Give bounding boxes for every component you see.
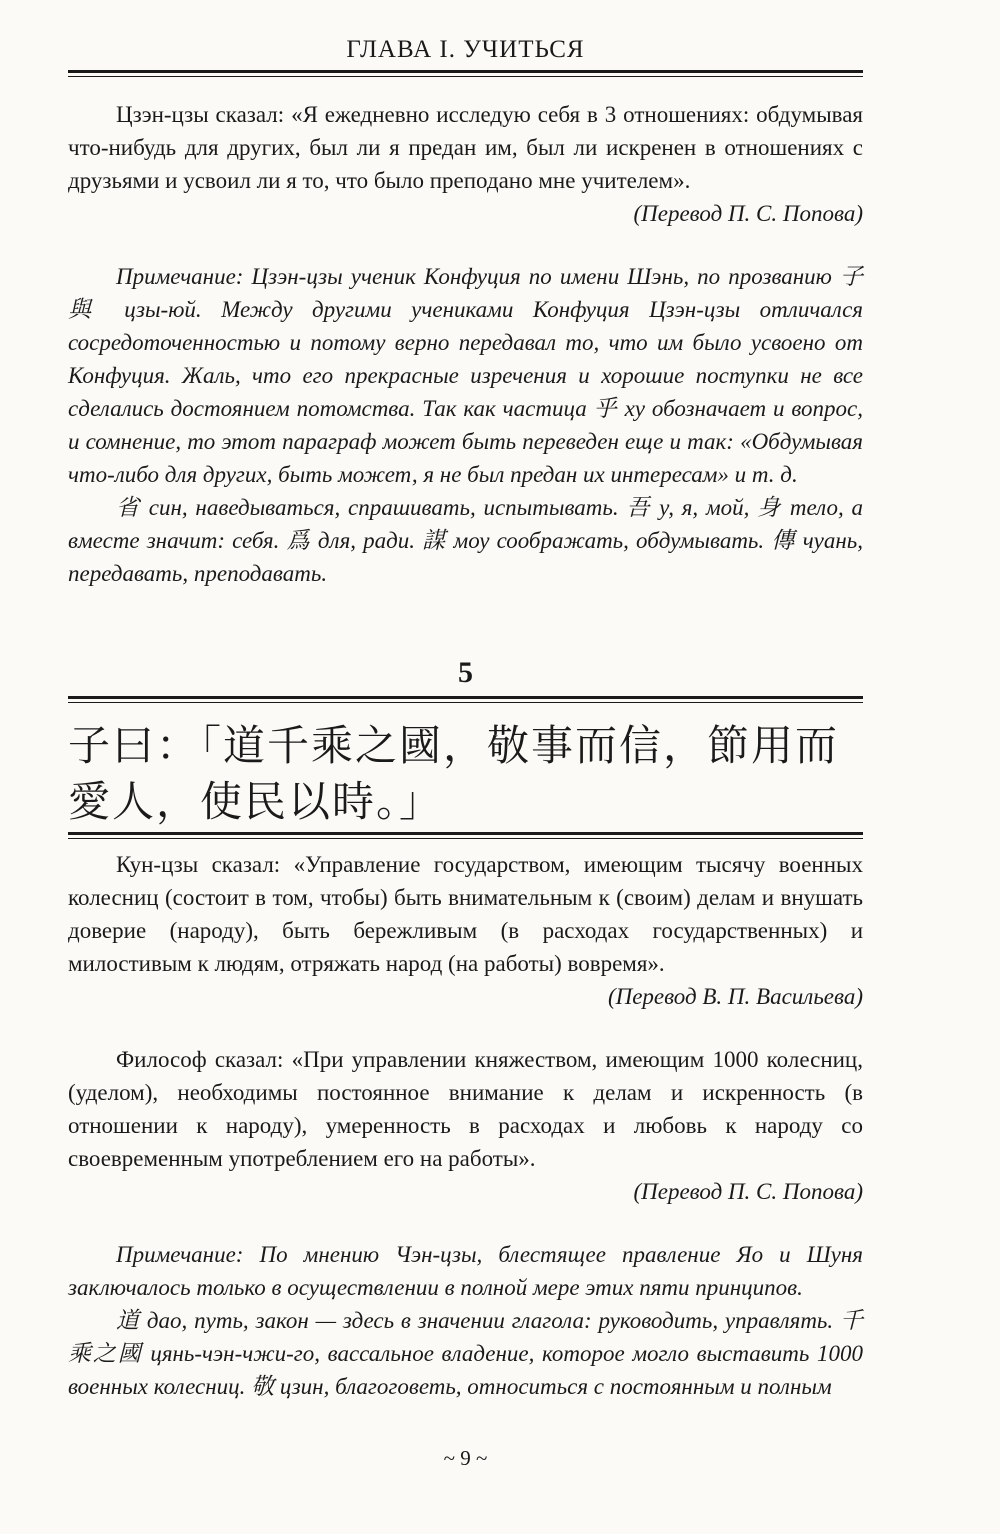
- quote-tszen-tszy: Цзэн-цзы сказал: «Я ежедневно исследую себя в 3 отношениях: обдумывая что-нибудь для других, был ли я предан им, был ли искренен в отношениях с друзьями и усвоил ли я то, что было преподано мне учителем».: [68, 102, 863, 193]
- translator-credit: (Перевод П. С. Попова): [633, 201, 863, 226]
- chinese-original: [68, 718, 863, 830]
- translator-credit: (Перевод П. С. Попова): [633, 1179, 863, 1204]
- section-4-text: [68, 98, 863, 590]
- chapter-header: ГЛАВА I. УЧИТЬСЯ: [346, 36, 585, 63]
- quote-kun-tszy: Кун-цзы сказал: «Управление государством, имеющим тысячу военных колесниц (состоит в том, чтобы) быть внимательным к (своим) делам и внушать доверие (народу), быть бережливым (в расходах государственных) и милостивым к людям, отряжать народ (на работы) вовремя».: [68, 852, 863, 976]
- translator-credit: (Перевод В. П. Васильева): [607, 984, 863, 1009]
- chinese-text: 子曰：「道千乘之國，敬事而信，節用而愛人，使民以時。」: [68, 721, 840, 826]
- section-rule-top: [68, 696, 863, 699]
- note-paragraph: Примечание: По мнению Чэн-цзы, блестящее правление Яо и Шуня заключалось только в осуществлении в полной мере этих пяти принципов.: [68, 1242, 863, 1300]
- section-5-text: [68, 848, 863, 1403]
- quote-philosopher: Философ сказал: «При управлении княжеством, имеющим 1000 колесниц, (уделом), необходимы постоянное внимание к делам и искренность (в отношении к народу), умеренность в расходах и любовь к народу со своевременным употреблением его на работы».: [68, 1047, 863, 1171]
- note-paragraph: Примечание: Цзэн-цзы ученик Конфуция по имени Шэнь, по прозванию 子與 цзы-юй. Между другими учениками Конфуция Цзэн-цзы отличался сосредоточенностью и потому верно передавал то, что им было усвоено от Конфуция. Жаль, что его прекрасные изречения и хорошие поступки не все сделались достоянием потомства. Так как частица 乎 ху обозначает и вопрос, и сомнение, то этот параграф может быть переведен еще и так: «Обдумывая что-либо для других, быть может, я не был предан их интересам» и т. д.: [68, 264, 863, 487]
- page-number: ~ 9 ~: [443, 1446, 488, 1470]
- glossary-paragraph: 省 син, наведываться, спрашивать, испытывать. 吾 у, я, мой, 身 тело, а вместе значит: себя. 爲 для, ради. 謀 моу соображать, обдумывать. 傳 чуань, передавать, преподавать.: [68, 495, 863, 586]
- glossary-paragraph: 道 дао, путь, закон — здесь в значении глагола: руководить, управлять. 千乘之國 цянь-чэн-чжи-го, вассальное владение, которое могло выставить 1000 военных колесниц. 敬 цзин, благоговеть, относиться с постоянным и полным: [68, 1308, 863, 1399]
- header-rule: [68, 70, 863, 73]
- section-number: 5: [458, 656, 473, 689]
- section-rule-bottom: [68, 832, 863, 835]
